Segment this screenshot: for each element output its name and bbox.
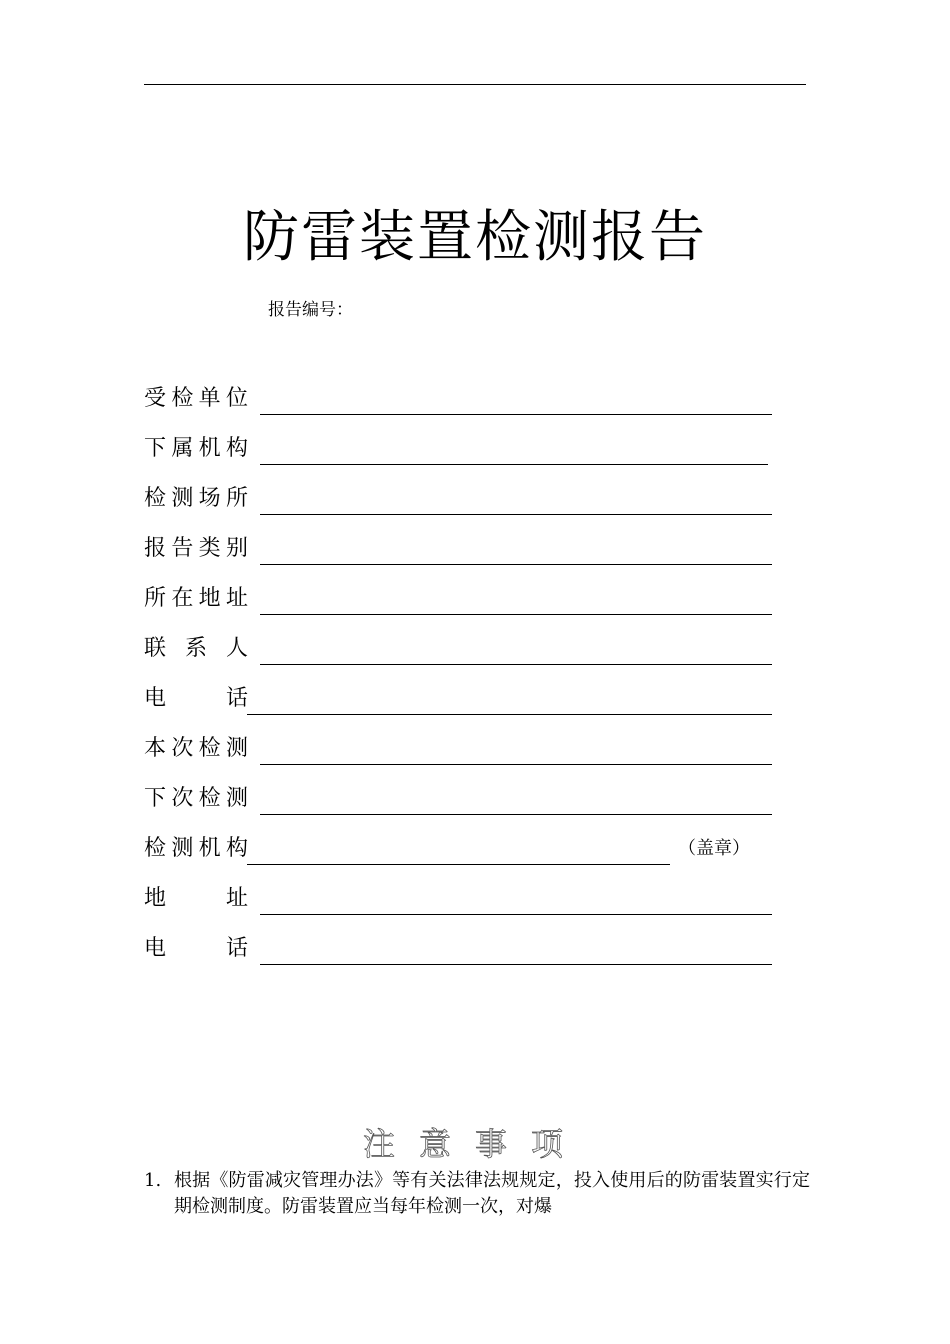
field-label: 受检单位 bbox=[144, 386, 248, 411]
field-label: 下属机构 bbox=[144, 436, 248, 461]
fill-in-line[interactable] bbox=[247, 864, 670, 865]
note-text: 根据《防雷减灾管理办法》等有关法律法规规定，投入使用后的防雷装置实行定期检测制度。防雷装置应当每年检测一次，对爆 bbox=[174, 1170, 810, 1217]
field-label: 检测场所 bbox=[144, 486, 248, 511]
note-number: 1. bbox=[144, 1170, 162, 1191]
field-label: 本次检测 bbox=[144, 736, 248, 761]
fill-in-line[interactable] bbox=[260, 664, 772, 665]
field-label: 电话 bbox=[144, 686, 248, 711]
report-number-label: 报告编号： bbox=[268, 300, 353, 320]
fill-in-line[interactable] bbox=[260, 514, 772, 515]
fill-in-line[interactable] bbox=[260, 464, 768, 465]
fill-in-line[interactable] bbox=[260, 414, 772, 415]
fill-in-line[interactable] bbox=[260, 914, 772, 915]
seal-note: （盖章） bbox=[678, 838, 750, 859]
notes-heading: 注意事项 bbox=[362, 1125, 587, 1163]
field-label: 电话 bbox=[144, 936, 248, 961]
fill-in-line[interactable] bbox=[260, 964, 772, 965]
field-label: 检测机构 bbox=[144, 836, 248, 861]
fill-in-line[interactable] bbox=[260, 564, 772, 565]
document-title: 防雷装置检测报告 bbox=[243, 205, 707, 270]
field-label: 下次检测 bbox=[144, 786, 248, 811]
fill-in-line[interactable] bbox=[260, 814, 772, 815]
field-label: 联系人 bbox=[144, 636, 248, 661]
field-label: 地址 bbox=[144, 886, 248, 911]
field-label: 报告类别 bbox=[144, 536, 248, 561]
field-label: 所在地址 bbox=[144, 586, 248, 611]
fill-in-line[interactable] bbox=[247, 714, 772, 715]
fill-in-line[interactable] bbox=[260, 764, 772, 765]
top-rule bbox=[144, 84, 806, 85]
fill-in-line[interactable] bbox=[260, 614, 772, 615]
